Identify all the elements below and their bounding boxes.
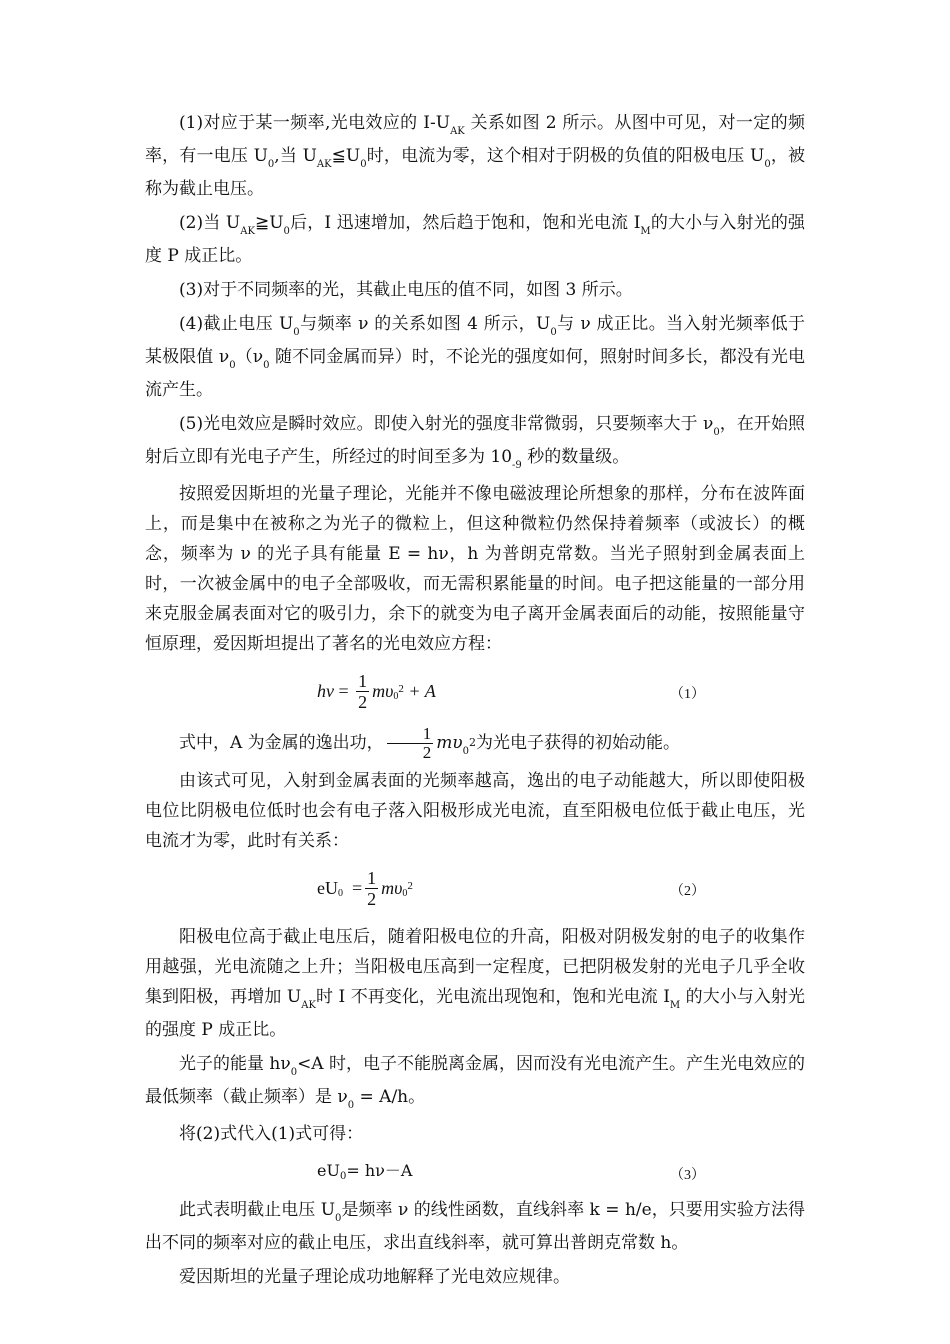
paragraph-3: (3)对于不同频率的光，其截止电压的值不同，如图 3 所示。: [179, 280, 633, 300]
paragraph-12: 此式表明截止电压 $U_0$是频率 ν 的线性函数，直线斜率 k = h/e，只要用实验方法得出不同的频率对应的截止电压，求出直线斜率，就可算出普朗克常数 h。: [145, 1200, 806, 1253]
paragraph-4: (4)截止电压 $U_0$与频率 ν 的关系如图 4 所示，$U_0$与 ν 成正比。当入射光频率低于某极限值 $\nu_0(\nu_0$ 随不同金属而异）时，不论光的强度如何，照射时间多长，都没有光电流产生。: [145, 314, 806, 400]
paragraph-13: 爱因斯坦的光量子理论成功地解释了光电效应规律。: [179, 1267, 570, 1287]
equation-1-number: （1）: [670, 687, 705, 702]
paragraph-5: (5)光电效应是瞬时效应。即使入射光的强度非常微弱，只要频率大于 $\nu_0$，在开始照射后立即有光电子产生，所经过的时间至多为 $10_{-9}$ 秒的数量级。: [145, 414, 805, 471]
equation-1: hν = $\frac{1}{2}$ mυ 0 2 + A （1）: [317, 670, 705, 712]
paragraph-11: 将(2)式代入(1)式可得：: [179, 1124, 364, 1144]
paragraph-2: (2)当 $U_{AK}≧U_0$后，I 迅速增加，然后趋于饱和，饱和光电流 $I_M$的大小与入射光的强度 P 成正比。: [145, 213, 806, 266]
paragraph-9: 阳极电位高于截止电压后，随着阳极电位的升高，阳极对阴极发射的电子的收集作用越强，光电流随之上升；当阳极电压高到一定程度，已把阴极发射的光电子几乎全收集到阳极，再增加 $U_{AK}$时 I 不再变化，光电流出现饱和，饱和光电流 $I_M$ 的大小与入射光的强度 P 成正比。: [145, 927, 805, 1040]
equation-2-number: （2）: [670, 884, 705, 899]
paragraph-8: 由该式可见，入射到金属表面的光频率越高，逸出的电子动能越大，所以即使阳极电位比阴极电位低时也会有电子落入阳极形成光电流，直至阳极电位低于截止电压，光电流才为零，此时有关系：: [145, 771, 805, 851]
equation-3-number: （3）: [670, 1168, 705, 1183]
equation-3: eU 0 = hν－A （3）: [145, 1153, 805, 1189]
document-page: [145, 108, 805, 1296]
equation-2: eU 0 = $\frac{1}{2}$ mυ 0 2 （2）: [317, 867, 705, 909]
paragraph-6: 按照爱因斯坦的光量子理论，光能并不像电磁波理论所想象的那样，分布在波阵面上，而是集中在被称之为光子的微粒上，但这种微粒仍然保持着频率（或波长）的概念，频率为 ν 的光子具有能量 E = hν，h 为普朗克常数。当光子照射到金属表面上时，一次被金属中的电子全部吸收，而无需积累能量的时间。电子把这能量的一部分用来克服金属表面对它的吸引力，余下的就变为电子离开金属表面后的动能，按照能量守恒原理，爱因斯坦提出了著名的光电效应方程：: [145, 484, 805, 654]
paragraph-10: 光子的能量 $h\nu_0<A$ 时，电子不能脱离金属，因而没有光电流产生。产生光电效应的最低频率（截止频率）是 $\nu_0 = A/h$。: [145, 1054, 805, 1111]
paragraph-7: 式中，A 为金属的逸出功， $\frac{1}{2}$ $m\upsilon_02$为光电子获得的初始动能。: [179, 724, 681, 762]
paragraph-1: (1)对应于某一频率,光电效应的 $I-U_{AK}$ 关系如图 2 所示。从图中可见，对一定的频率，有一电压 $U_0$,当 $U_{AK}≦U_0$时，电流为零，这个相对于阴极的负值的阳极电压 $U_0$，被称为截止电压。: [145, 113, 806, 199]
